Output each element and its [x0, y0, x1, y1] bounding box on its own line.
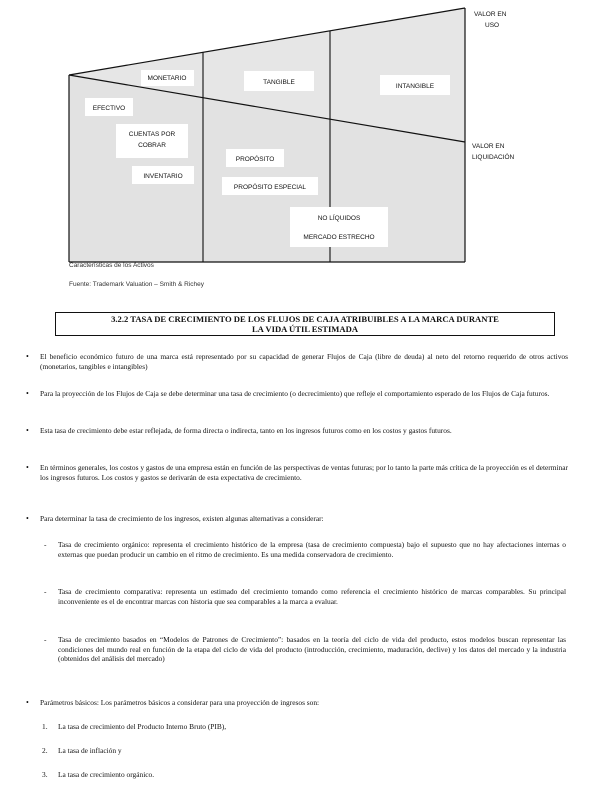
label-proposito-especial: PROPÓSITO ESPECIAL: [233, 184, 307, 191]
figure-source: Fuente: Trademark Valuation – Smith & Richey: [69, 281, 204, 288]
bullet-item: • El beneficio económico futuro de una marca está representado por su capacidad de generar Flujos de Caja (libre de deuda) al neto del retorno requerido de otros activos (monetarios, tangibles e intangibles): [40, 352, 568, 371]
label-valor-en-liquidacion-2: LIQUIDACIÓN: [472, 154, 515, 161]
section-title: [55, 312, 555, 336]
sub-item: - Tasa de crecimiento comparativa: representa un estimado del crecimiento tomando como referencia el crecimiento histórico de marcas comparables. Su principal inconveniente es el de encontrar marcas con historia que sea comparables a la marca a evaluar.: [58, 587, 566, 606]
bullet-item: • En términos generales, los costos y gastos de una empresa están en función de las perspectivas de ventas futuras; por lo tanto la parte más crítica de la proyección es el determinar los ingresos futuros. Los costos y gastos se derivarán de esta expectativa de crecimiento.: [40, 463, 568, 482]
label-cuentas-por-cobrar-2: COBRAR: [138, 142, 166, 149]
sub-item: - Tasa de crecimiento orgánico: representa el crecimiento histórico de la empresa (tasa de crecimiento compuesta) bajo el supuesto que no hay afectaciones internas o externas que puedan producir un cambio en el ritmo de crecimiento. Es una medida conservadora de crecimiento.: [58, 540, 566, 559]
label-intangible: INTANGIBLE: [395, 83, 435, 90]
label-valor-en-uso-2: USO: [485, 22, 500, 29]
label-cuentas-por-cobrar: CUENTAS POR: [128, 131, 176, 138]
sub-item: - Tasa de crecimiento basados en “Modelos de Patrones de Crecimiento”: basados en la teoría del ciclo de vida del producto, estos modelos buscan representar las condiciones del mundo real en función de la etapa del ciclo de vida del producto (introducción, crecimiento, maduración, declive) y los datos del mercado y la industria (obtenidos del análisis del mercado): [58, 635, 566, 664]
section-title-line-1: 3.2.2 TASA DE CRECIMIENTO DE LOS FLUJOS DE CAJA ATRIBUIBLES A LA MARCA DURANTE: [111, 314, 499, 324]
numbered-text: La tasa de crecimiento orgánico.: [58, 770, 155, 779]
number-marker: 1.: [42, 722, 48, 731]
numbered-item-2: [42, 746, 566, 756]
label-valor-en-liquidacion: VALOR EN: [472, 143, 505, 150]
numbered-text: La tasa de inflación y: [58, 746, 122, 755]
label-mercado-estrecho: MERCADO ESTRECHO: [303, 234, 375, 241]
bullet-item: • Esta tasa de crecimiento debe estar reflejada, de forma directa o indirecta, tanto en los ingresos futuros como en los costos y gastos futuros.: [40, 426, 568, 436]
label-monetario: MONETARIO: [147, 75, 187, 82]
numbered-item-1: [42, 722, 566, 732]
label-no-liquidos: NO LÍQUIDOS: [317, 215, 361, 222]
bullet-item: • Para la proyección de los Flujos de Caja se debe determinar una tasa de crecimiento (o decrecimiento) que refleje el comportamiento esperado de los Flujos de Caja futuros.: [40, 389, 568, 399]
bullet-item-parametros: • Parámetros básicos: Los parámetros básicos a considerar para una proyección de ingresos son:: [40, 698, 568, 708]
label-valor-en-uso: VALOR EN: [474, 11, 507, 18]
label-proposito: PROPÓSITO: [235, 156, 275, 163]
numbered-text: La tasa de crecimiento del Producto Interno Bruto (PIB),: [58, 722, 227, 731]
number-marker: 3.: [42, 770, 48, 779]
figure-caption: Características de los Activos: [69, 262, 154, 269]
number-marker: 2.: [42, 746, 48, 755]
label-inventario: INVENTARIO: [143, 173, 183, 180]
label-efectivo: EFECTIVO: [92, 105, 126, 112]
bullet-item: • Para determinar la tasa de crecimiento de los ingresos, existen algunas alternativas a considerar:: [40, 514, 568, 524]
section-title-line-2: LA VIDA ÚTIL ESTIMADA: [251, 323, 359, 334]
asset-characteristics-diagram: [0, 0, 593, 265]
label-tangible: TANGIBLE: [263, 79, 295, 86]
numbered-item-3: [42, 770, 566, 780]
